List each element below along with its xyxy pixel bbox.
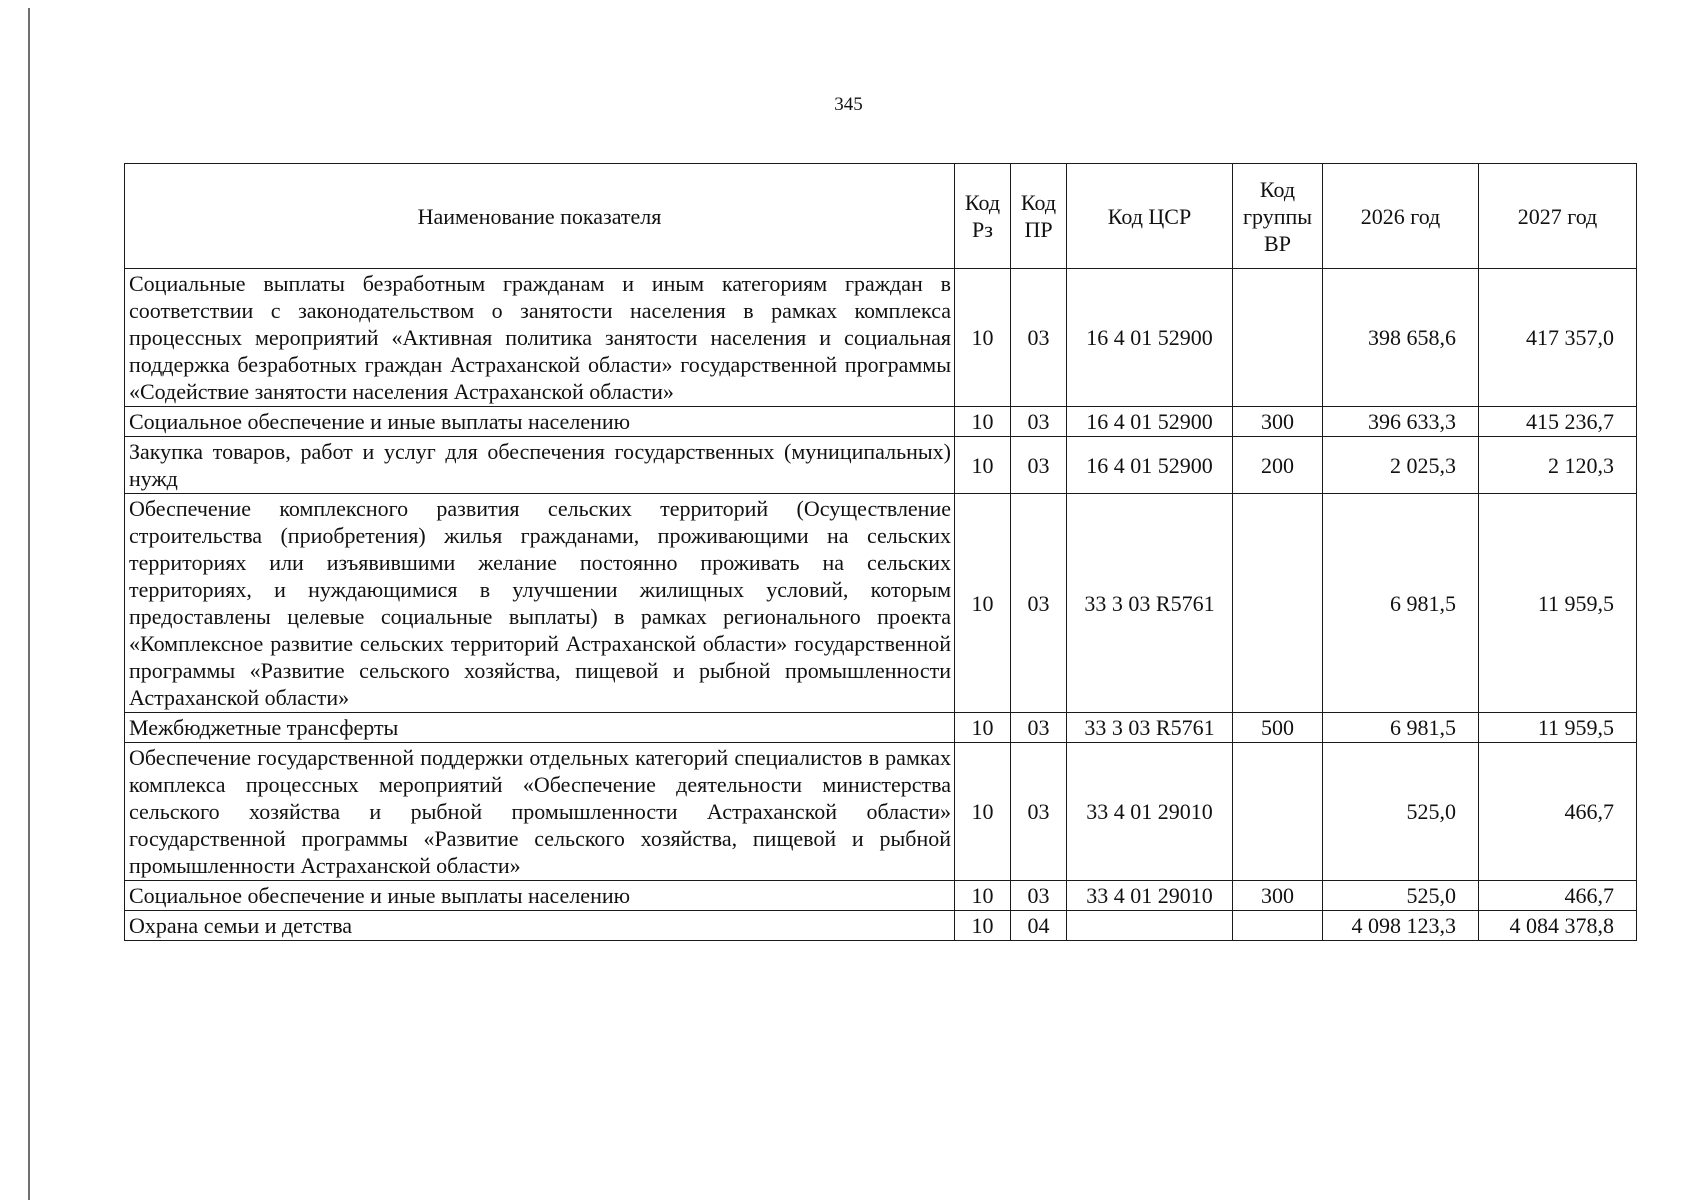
cell-2027: 466,7	[1479, 743, 1637, 881]
cell-csr: 16 4 01 52900	[1067, 407, 1233, 437]
cell-vr: 500	[1233, 713, 1323, 743]
table-row	[125, 269, 1637, 407]
cell-name: Социальное обеспечение и иные выплаты населению	[125, 407, 955, 437]
cell-vr: 200	[1233, 437, 1323, 494]
cell-csr: 33 4 01 29010	[1067, 743, 1233, 881]
cell-pr: 04	[1011, 911, 1067, 941]
cell-rz: 10	[955, 881, 1011, 911]
header-pr: Код ПР	[1011, 164, 1067, 269]
table-row	[125, 437, 1637, 494]
cell-vr	[1233, 743, 1323, 881]
budget-table-container	[124, 163, 1636, 941]
table-row	[125, 713, 1637, 743]
cell-2027: 466,7	[1479, 881, 1637, 911]
header-2026: 2026 год	[1323, 164, 1479, 269]
table-row	[125, 494, 1637, 713]
cell-2027: 2 120,3	[1479, 437, 1637, 494]
cell-pr: 03	[1011, 743, 1067, 881]
cell-vr	[1233, 269, 1323, 407]
header-rz: Код Рз	[955, 164, 1011, 269]
cell-name: Межбюджетные трансферты	[125, 713, 955, 743]
header-name: Наименование показателя	[125, 164, 955, 269]
cell-csr: 33 3 03 R5761	[1067, 713, 1233, 743]
cell-pr: 03	[1011, 713, 1067, 743]
cell-2026: 6 981,5	[1323, 713, 1479, 743]
cell-2027: 11 959,5	[1479, 494, 1637, 713]
cell-2026: 525,0	[1323, 743, 1479, 881]
cell-pr: 03	[1011, 881, 1067, 911]
page-number: 345	[834, 94, 863, 115]
cell-csr: 33 3 03 R5761	[1067, 494, 1233, 713]
cell-2027: 417 357,0	[1479, 269, 1637, 407]
header-csr: Код ЦСР	[1067, 164, 1233, 269]
table-row	[125, 911, 1637, 941]
cell-name: Социальное обеспечение и иные выплаты населению	[125, 881, 955, 911]
header-vr: Код группы ВР	[1233, 164, 1323, 269]
cell-csr	[1067, 911, 1233, 941]
cell-vr	[1233, 911, 1323, 941]
cell-pr: 03	[1011, 407, 1067, 437]
cell-pr: 03	[1011, 269, 1067, 407]
cell-rz: 10	[955, 494, 1011, 713]
cell-2027: 415 236,7	[1479, 407, 1637, 437]
cell-csr: 33 4 01 29010	[1067, 881, 1233, 911]
cell-2026: 4 098 123,3	[1323, 911, 1479, 941]
cell-2027: 11 959,5	[1479, 713, 1637, 743]
cell-name: Социальные выплаты безработным гражданам и иным категориям граждан в соответствии с законодательством о занятости населения в рамках комплекса процессных мероприятий «Активная политика занятости населения и социальная поддержка безработных граждан Астраханской области» государственной программы «Содействие занятости населения Астраханской области»	[125, 269, 955, 407]
cell-2026: 398 658,6	[1323, 269, 1479, 407]
cell-rz: 10	[955, 269, 1011, 407]
cell-csr: 16 4 01 52900	[1067, 269, 1233, 407]
table-body	[125, 269, 1637, 941]
cell-name: Обеспечение государственной поддержки отдельных категорий специалистов в рамках комплекса процессных мероприятий «Обеспечение деятельности министерства сельского хозяйства и рыбной промышленности Астраханской области» государственной программы «Развитие сельского хозяйства, пищевой и рыбной промышленности Астраханской области»	[125, 743, 955, 881]
cell-pr: 03	[1011, 494, 1067, 713]
cell-rz: 10	[955, 407, 1011, 437]
cell-pr: 03	[1011, 437, 1067, 494]
cell-2026: 396 633,3	[1323, 407, 1479, 437]
table-row	[125, 407, 1637, 437]
cell-2026: 525,0	[1323, 881, 1479, 911]
cell-vr: 300	[1233, 881, 1323, 911]
cell-2026: 2 025,3	[1323, 437, 1479, 494]
header-row	[125, 164, 1637, 269]
cell-name: Охрана семьи и детства	[125, 911, 955, 941]
cell-vr	[1233, 494, 1323, 713]
cell-csr: 16 4 01 52900	[1067, 437, 1233, 494]
table-header	[125, 164, 1637, 269]
header-2027: 2027 год	[1479, 164, 1637, 269]
page-edge-line	[28, 8, 30, 1200]
cell-vr: 300	[1233, 407, 1323, 437]
cell-name: Обеспечение комплексного развития сельских территорий (Осуществление строительства (приобретения) жилья гражданами, проживающими на сельских территориях или изъявившими желание постоянно проживать на сельских территориях, и нуждающимися в улучшении жилищных условий, которым предоставлены целевые социальные выплаты) в рамках регионального проекта «Комплексное развитие сельских территорий Астраханской области» государственной программы «Развитие сельского хозяйства, пищевой и рыбной промышленности Астраханской области»	[125, 494, 955, 713]
cell-rz: 10	[955, 713, 1011, 743]
cell-rz: 10	[955, 911, 1011, 941]
cell-2027: 4 084 378,8	[1479, 911, 1637, 941]
cell-rz: 10	[955, 437, 1011, 494]
cell-name: Закупка товаров, работ и услуг для обеспечения государственных (муниципальных) нужд	[125, 437, 955, 494]
cell-rz: 10	[955, 743, 1011, 881]
table-row	[125, 743, 1637, 881]
table-row	[125, 881, 1637, 911]
budget-table	[124, 163, 1637, 941]
cell-2026: 6 981,5	[1323, 494, 1479, 713]
